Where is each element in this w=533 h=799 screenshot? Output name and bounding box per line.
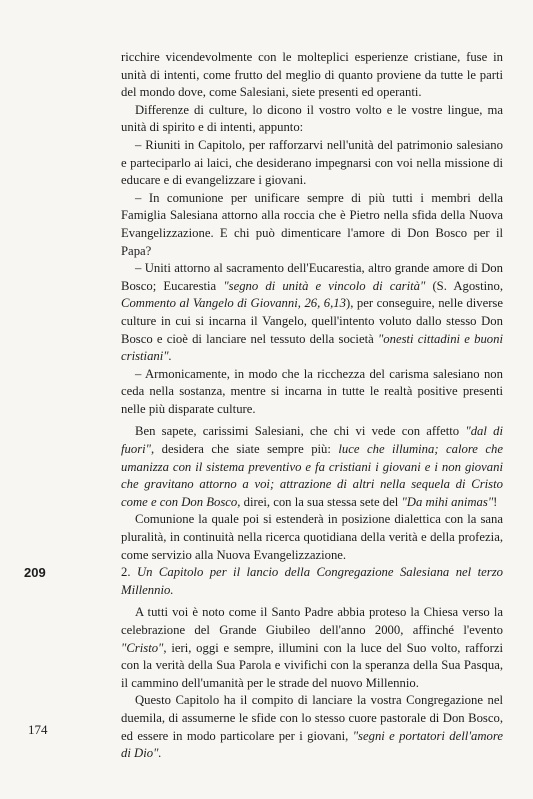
- text-run: ), per conseguire, nelle diverse culture in cui si incarna il Vangelo, quell'intento voluto dallo stesso Don Bosco e cioè di lanciare nel tessuto della società: [121, 296, 503, 346]
- quote: "Da mihi animas": [401, 494, 494, 509]
- quote: "Cristo": [121, 640, 164, 655]
- list-item: – In comunione per unificare sempre di più tutti i membri della Famiglia Salesiana attorno alla roccia che è Pietro nella sfida della Nuova Evangelizzazione. E chi può dimenticare l'amore di Don Bosco per il Papa?: [121, 190, 503, 258]
- text-run: – Uniti attorno al sacramento dell'Eucarestia, altro grande amore di Don Bosco; Eucarestia: [121, 261, 503, 293]
- paragraph: Differenze di culture, lo dicono il vostro volto e le vostre lingue, ma unità di spirito e di intenti, appunto:: [121, 102, 503, 135]
- citation: Commento al Vangelo di Giovanni, 26, 6,13: [121, 296, 346, 311]
- text-run: , ieri, oggi e sempre, illumini con la luce del Suo volto, rafforzi con la verità della Sua Parola e vivifichi con la speranza della Sua Pasqua, il cammino dell'umanità per le strade del nuovo Millennio.: [121, 640, 503, 690]
- list-item: [121, 260, 503, 366]
- text-run: Ben sapete, carissimi Salesiani, che chi vi vede con affetto: [135, 424, 466, 439]
- list-item: – Riuniti in Capitolo, per rafforzarvi nell'unità del patrimonio salesiano e parteciparlo ai laici, che desiderano impegnarsi con voi nella missione di educare e di evangelizzare i giovani.: [121, 137, 503, 188]
- paragraph: ricchire vicendevolmente con le molteplici esperienze cristiane, fuse in unità di intenti, come frutto del meglio di quanto proviene da tutte le parti del mondo dove, come Salesiani, siete presenti ed operanti.: [121, 50, 503, 100]
- paragraph: [121, 604, 503, 692]
- quote: "dal di fuori": [121, 424, 503, 457]
- page-number: 174: [28, 722, 48, 737]
- section-number: 2.: [121, 565, 137, 580]
- text-run: , desidera che siate sempre più:: [151, 442, 339, 457]
- quote: "segni e portatori dell'amore di Dio".: [121, 728, 503, 761]
- section-title: Un Capitolo per il lancio della Congregazione Salesiana nel terzo Millennio.: [121, 565, 503, 597]
- emphasis: luce che illumina; calore che umanizza con il sistema preventivo e fa cristiani i giovani e i non giovani che gravitano attorno a voi; attrazione di altri nella sequela di Cristo come e con Don Bosco,: [121, 442, 503, 509]
- text-run: Questo Capitolo ha il compito di lanciare la vostra Congregazione nel duemila, di assumerne le sfide con lo stesso cuore pastorale di Don Bosco, ed essere in modo particolare per i giovani,: [121, 693, 503, 743]
- text-run: A tutti voi è noto come il Santo Padre abbia proteso la Chiesa verso la celebrazione del Grande Giubileo dell'anno 2000, affinché l'evento: [121, 605, 503, 637]
- paragraph: [121, 423, 503, 511]
- text-run: direi, con la sua stessa sete del: [240, 494, 402, 509]
- quote: "segno di unità e vincolo di carità": [223, 278, 426, 293]
- text-run: !: [493, 494, 498, 509]
- text-run: (S. Agostino,: [425, 278, 504, 293]
- section-heading: [24, 564, 503, 599]
- paragraph: Comunione la quale poi si estenderà in posizione dialettica con la sana pluralità, in continuità nella ricerca quotidiana della verità e della profezia, come servizio alla Nuova Evangelizzazione.: [121, 512, 503, 562]
- paragraph: [121, 692, 503, 762]
- margin-number: 209: [24, 565, 46, 581]
- list-item: – Armonicamente, in modo che la ricchezza del carisma salesiano non ceda nella sostanza, mentre si incarna in tutte le realtà positive presenti nelle più disparate culture.: [121, 366, 503, 416]
- quote: "onesti cittadini e buoni cristiani".: [121, 331, 503, 364]
